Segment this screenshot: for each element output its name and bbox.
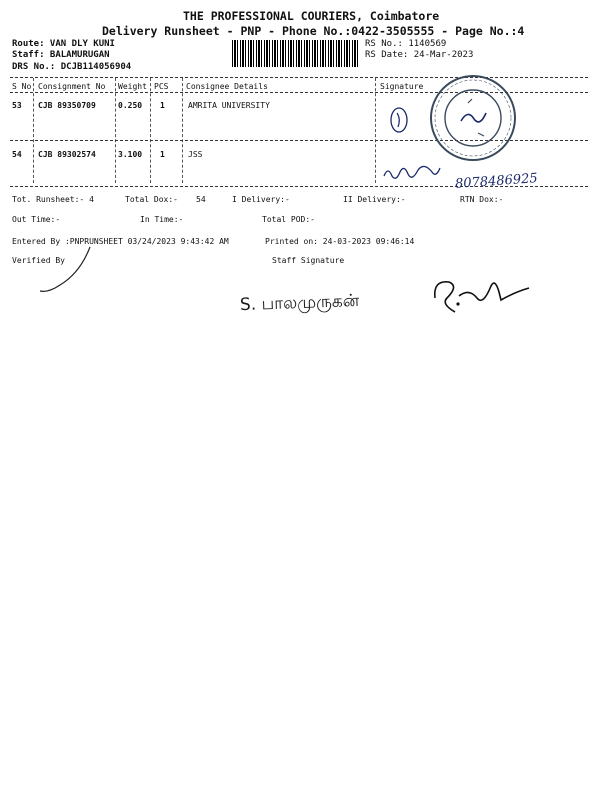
i-delivery: I Delivery:- [232,195,290,204]
out-time: Out Time:- [12,215,61,224]
route-label: Route: VAN DLY KUNI [12,39,115,49]
col-header-weight: Weight [118,82,147,91]
in-time: In Time:- [140,215,184,224]
col-header-sno: S No [12,82,32,91]
company-seal-stamp [428,73,518,163]
row53-signature-mark [385,103,415,137]
staff-signature-label: Staff Signature [272,256,345,265]
staff-signature-drawing [425,268,545,323]
col-header-consignment: Consignment No [38,82,106,91]
rtn-dox: RTN Dox:- [460,195,504,204]
row-pcs: 1 [160,150,165,159]
row-weight: 0.250 [118,101,143,110]
col-header-consignee: Consignee Details [186,82,268,91]
col-sep [150,78,151,183]
staff-label: Staff: BALAMURUGAN [12,50,110,60]
row-weight: 3.100 [118,150,143,159]
tot-runsheet: Tot. Runsheet:- 4 [12,195,94,204]
rs-number: RS No.: 1140569 [365,39,447,49]
row-consignment: CJB 89350709 [38,101,96,110]
row-consignee: AMRITA UNIVERSITY [188,101,270,110]
total-dox-label: Total Dox:- [125,195,178,204]
row-sno: 54 [12,150,22,159]
ii-delivery: II Delivery:- [343,195,406,204]
verified-by: Verified By [12,256,65,265]
row54-signature-scribble [382,158,442,184]
runsheet-subtitle: Delivery Runsheet - PNP - Phone No.:0422-3505555 - Page No.:4 [102,24,525,38]
col-sep [33,78,34,183]
drs-number: DRS No.: DCJB114056904 [12,62,132,72]
table-row [12,150,22,159]
company-title: THE PROFESSIONAL COURIERS, Coimbatore [183,9,440,23]
col-header-pcs: PCS [154,82,169,91]
col-sep [182,78,183,183]
row-sno: 53 [12,101,22,110]
printed-on: Printed on: 24-03-2023 09:46:14 [265,237,415,246]
row-pcs: 1 [160,101,165,110]
row-consignee: JSS [188,150,203,159]
col-sep [375,78,376,183]
entered-by: Entered By :PNPRUNSHEET 03/24/2023 9:43:42 AM [12,237,229,246]
rs-date: RS Date: 24-Mar-2023 [365,50,474,60]
staff-name-handwritten: S. பாலமுருகன் [239,290,360,316]
col-sep [115,78,116,183]
barcode [232,40,358,67]
total-pod: Total POD:- [262,215,315,224]
verified-by-pen-stroke [30,243,100,298]
row-consignment: CJB 89302574 [38,150,96,159]
table-row [12,101,22,110]
total-dox-value: 54 [196,195,206,204]
handwritten-phone: 8078486925 [454,171,539,192]
col-header-signature: Signature [380,82,424,91]
